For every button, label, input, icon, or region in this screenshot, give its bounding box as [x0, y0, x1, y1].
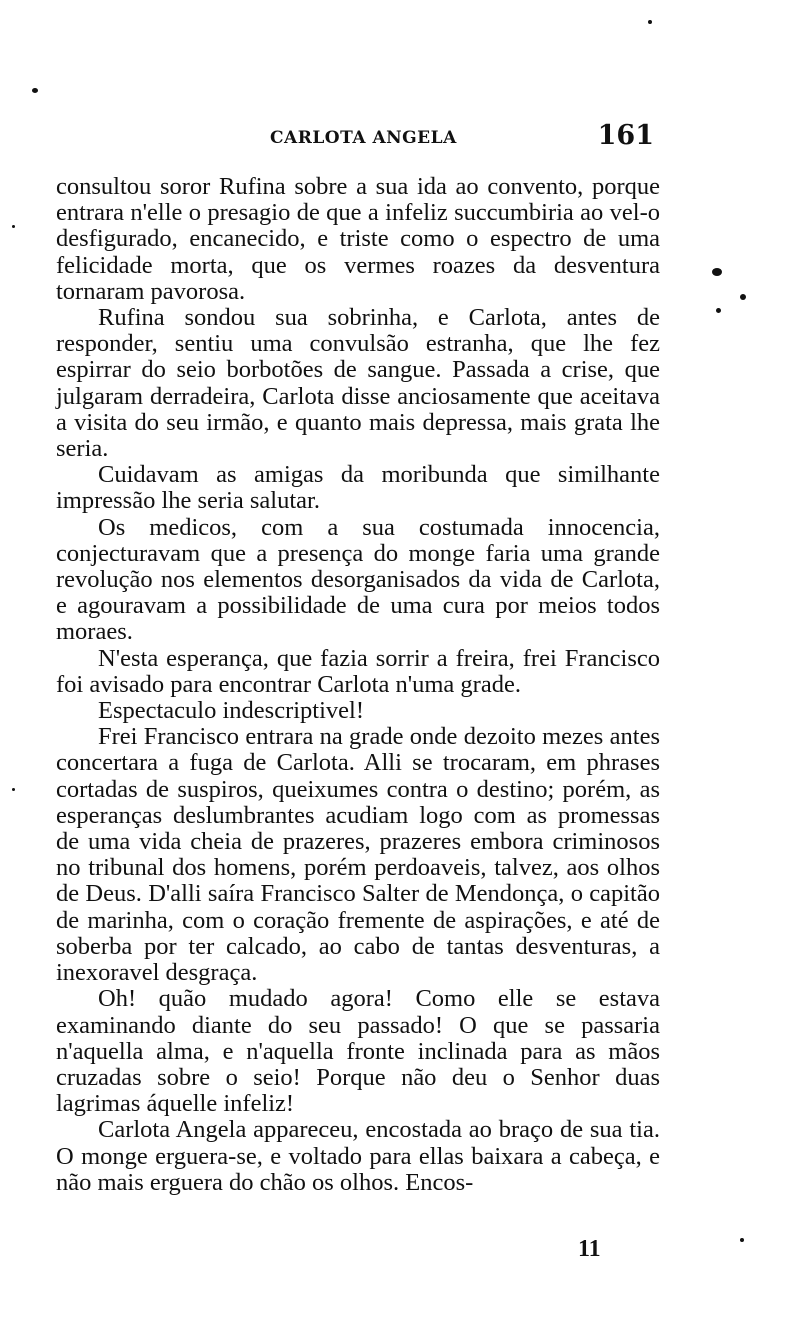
scan-speck [648, 20, 652, 24]
scan-speck [712, 268, 722, 276]
signature-mark: 11 [578, 1236, 601, 1262]
scan-speck [12, 788, 15, 791]
page-number: 161 [597, 120, 654, 151]
running-title: CARLOTA ANGELA [270, 128, 457, 148]
paragraph: consultou soror Rufina sobre a sua ida ao convento, porque entrara n'elle o presagio de que a infeliz succumbiria ao vel-o desfigurado, encanecido, e triste como o espectro de uma felicidade morta, que os vermes roazes da desventura tornaram pavorosa. [56, 173, 660, 305]
paragraph: Espectaculo indescriptivel! [98, 697, 364, 725]
scan-speck [740, 294, 746, 300]
paragraph: Oh! quão mudado agora! Como elle se estava examinando diante do seu passado! O que se passaria n'aquella alma, e n'aquella fronte inclinada para as mãos cruzadas sobre o seio! Porque não deu o Senhor duas lagrimas áquelle infeliz! [56, 985, 660, 1118]
paragraph: N'esta esperança, que fazia sorrir a freira, frei Francisco foi avisado para encontrar Carlota n'uma grade. [56, 644, 660, 698]
scan-speck [740, 1238, 744, 1242]
paragraph: Cuidavam as amigas da moribunda que similhante impressão lhe seria salutar. [56, 461, 660, 515]
paragraph: Frei Francisco entrara na grade onde dezoito mezes antes concertara a fuga de Carlota. Alli se trocaram, em phrases cortadas de suspiros, queixumes contra o destino; porém, as esperanças deslumbrantes acudiam logo com as promessas de uma vida cheia de prazeres, prazeres embora criminosos no tribunal dos homens, porém perdoaveis, talvez, aos olhos de Deus. D'alli saíra Francisco Salter de Mendonça, o capitão de marinha, com o coração fremente de aspirações, e até de soberba por ter calcado, ao cabo de tantas desventuras, a inexoravel desgraça. [56, 723, 660, 987]
scan-speck [716, 308, 721, 313]
page-header [270, 120, 660, 156]
paragraph: Rufina sondou sua sobrinha, e Carlota, antes de responder, sentiu uma convulsão estranha, que lhe fez espirrar do seio borbotões de sangue. Passada a crise, que julgaram derradeira, Carlota disse anciosamente que aceitava a visita do seu irmão, e quanto mais depressa, mais grata lhe seria. [56, 304, 660, 463]
paragraph: Carlota Angela appareceu, encostada ao braço de sua tia. O monge erguera-se, e voltado para ellas baixara a cabeça, e não mais erguera do chão os olhos. Encos- [56, 1116, 660, 1196]
scan-speck [12, 225, 15, 228]
paragraph: Os medicos, com a sua costumada innocencia, conjecturavam que a presença do monge faria uma grande revolução nos elementos desorganisados da vida de Carlota, e agouravam a possibilidade de uma cura por meios todos moraes. [56, 513, 660, 646]
body-text [56, 174, 660, 1196]
scan-speck [32, 88, 38, 93]
